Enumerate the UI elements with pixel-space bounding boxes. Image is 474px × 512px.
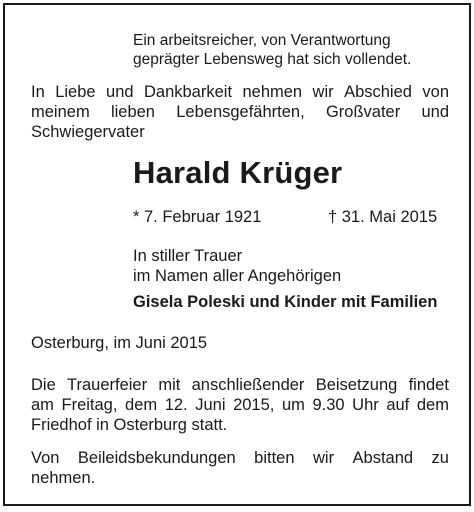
word: Die [31, 376, 56, 394]
quote-line: Ein arbeitsreicher, von Verantwortung [133, 32, 391, 49]
word: und [106, 83, 134, 101]
word: um [281, 396, 305, 414]
word: wir [313, 449, 335, 467]
deceased-name: Harald Krüger [133, 155, 343, 190]
intro-text [31, 82, 449, 142]
funeral-text [31, 375, 449, 435]
condolence-line [31, 448, 449, 468]
word: bitten [254, 449, 295, 467]
funeral-line [31, 375, 449, 395]
word: Abstand [352, 449, 414, 467]
word: lieben [110, 103, 155, 121]
word: von [422, 83, 449, 101]
word: Beileidsbekundungen [77, 449, 236, 467]
word: 9.30 [312, 396, 345, 414]
word: nehmen [242, 83, 303, 101]
word: 12. [164, 396, 188, 414]
word: Trauerfeier [67, 376, 148, 394]
word: und [421, 103, 449, 121]
word: 2015, [233, 396, 275, 414]
intro-line [31, 122, 449, 142]
word: dem [416, 396, 449, 414]
word: zu [431, 449, 449, 467]
place-date: Osterburg, im Juni 2015 [31, 334, 208, 352]
condolence-text [31, 448, 449, 488]
mourning-line: In stiller Trauer [133, 247, 243, 265]
mourning-block [133, 246, 341, 286]
mourning-line: im Namen aller Angehörigen [133, 267, 342, 285]
word: wir [312, 83, 334, 101]
quote-line: geprägter Lebensweg hat sich vollendet. [133, 51, 412, 68]
death-date: † 31. Mai 2015 [328, 208, 438, 226]
condolence-line [31, 468, 449, 488]
word: dem [125, 396, 158, 414]
birth-date: * 7. Februar 1921 [133, 208, 262, 226]
word: nehmen. [31, 469, 96, 487]
word: meinem [31, 103, 90, 121]
intro-line [31, 82, 449, 102]
word: am [31, 396, 54, 414]
word: Dankbarkeit [143, 83, 233, 101]
word: findet [408, 376, 449, 394]
family-signature: Gisela Poleski und Kinder mit Familien [133, 293, 438, 311]
obituary-notice [3, 3, 471, 506]
intro-line [31, 102, 449, 122]
word: Liebe [55, 83, 96, 101]
word: Von [31, 449, 60, 467]
word: auf [386, 396, 410, 414]
word: Schwiegervater [31, 123, 145, 141]
word: Uhr [352, 396, 379, 414]
word: anschließender [191, 376, 305, 394]
word: Beisetzung [315, 376, 398, 394]
word: Großvater [325, 103, 401, 121]
word: mit [158, 376, 181, 394]
word: Freitag, [61, 396, 118, 414]
funeral-line [31, 395, 449, 415]
word: Friedhof in Osterburg statt. [31, 416, 228, 434]
word: Abschied [344, 83, 412, 101]
quote-block [133, 31, 411, 69]
word: In [31, 83, 45, 101]
funeral-line [31, 415, 449, 435]
word: Lebensgefährten, [176, 103, 305, 121]
word: Juni [195, 396, 226, 414]
